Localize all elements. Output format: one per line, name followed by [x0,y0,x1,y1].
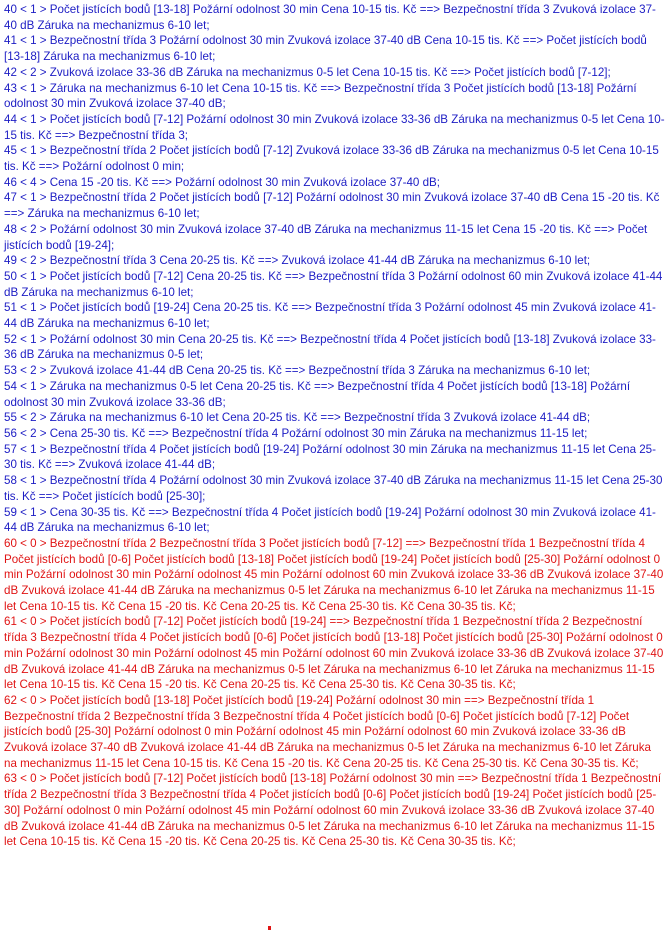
rule-line: 55 < 2 > Záruka na mechanizmus 6-10 let Cena 20-25 tis. Kč ==> Bezpečnostní třída 3 Zvuková izolace 41-44 dB; [4,411,591,425]
rule-line: 46 < 4 > Cena 15 -20 tis. Kč ==> Požární odolnost 30 min Zvuková izolace 37-40 dB; [4,175,440,189]
rule-line: 50 < 1 > Počet jistících bodů [7-12] Cena 20-25 tis. Kč ==> Bezpečnostní třída 3 Požární odolnost 60 min Zvuková izolace 41-44 dB Záruka na mechanizmus 6-10 let; [4,269,663,299]
rule-line: 54 < 1 > Záruka na mechanizmus 0-5 let Cena 20-25 tis. Kč ==> Bezpečnostní třída 4 Počet jistících bodů [13-18] Požární odolnost 30 min Zvuková izolace 33-36 dB; [4,379,631,409]
rule-line: 56 < 2 > Cena 25-30 tis. Kč ==> Bezpečnostní třída 4 Požární odolnost 30 min Záruka na mechanizmus 11-15 let; [4,426,588,440]
rule-line: 52 < 1 > Požární odolnost 30 min Cena 20-25 tis. Kč ==> Bezpečnostní třída 4 Počet jistících bodů [13-18] Zvuková izolace 33-36 dB Záruka na mechanizmus 0-5 let; [4,332,656,362]
rule-line: 57 < 1 > Bezpečnostní třída 4 Počet jistících bodů [19-24] Požární odolnost 30 min Záruka na mechanizmus 11-15 let Cena 25-30 tis. Kč ==> Zvuková izolace 41-44 dB; [4,442,656,472]
rule-line: 44 < 1 > Počet jistících bodů [7-12] Požární odolnost 30 min Zvuková izolace 33-36 dB Záruka na mechanizmus 0-5 let Cena 10-15 tis. Kč ==> Bezpečnostní třída 3; [4,112,665,142]
rules-list [4,2,666,850]
rule-line: 58 < 1 > Bezpečnostní třída 4 Požární odolnost 30 min Zvuková izolace 37-40 dB Záruka na mechanizmus 11-15 let Cena 25-30 tis. Kč ==> Počet jistících bodů [25-30]; [4,474,663,503]
rule-line: 60 < 0 > Bezpečnostní třída 2 Bezpečnostní třída 3 Počet jistících bodů [7-12] ==> Bezpečnostní třída 1 Bezpečnostní třída 4 Počet jistících bodů [0-6] Počet jistících bodů [13-18] Počet jistících bodů [19-24] Počet jistících bodů [25-30] Požární odolnost 0 min Požární odolnost 30 min Požární odolnost 45 min Požární odolnost 60 min Zvuková izolace 33-36 dB Zvuková izolace 37-40 dB Zvuková izolace 41-44 dB Záruka na mechanizmus 0-5 let Záruka na mechanizmus 6-10 let Záruka na mechanizmus 11-15 let Cena 10-15 tis. Kč Cena 15 -20 tis. Kč Cena 20-25 tis. Kč Cena 25-30 tis. Kč Cena 30-35 tis. Kč; [4,536,664,613]
rule-line: 41 < 1 > Bezpečnostní třída 3 Požární odolnost 30 min Zvuková izolace 37-40 dB Cena 10-15 tis. Kč ==> Počet jistících bodů [13-18] Záruka na mechanizmus 6-10 let; [4,34,647,64]
rule-line: 48 < 2 > Požární odolnost 30 min Zvuková izolace 37-40 dB Záruka na mechanizmus 11-15 let Cena 15 -20 tis. Kč ==> Počet jistících bodů [19-24]; [4,222,648,252]
rule-line: 45 < 1 > Bezpečnostní třída 2 Počet jistících bodů [7-12] Zvuková izolace 33-36 dB Záruka na mechanizmus 0-5 let Cena 10-15 tis. Kč ==> Požární odolnost 0 min; [4,144,659,174]
rule-line: 49 < 2 > Bezpečnostní třída 3 Cena 20-25 tis. Kč ==> Zvuková izolace 41-44 dB Záruka na mechanizmus 6-10 let; [4,254,591,268]
rule-line: 53 < 2 > Zvuková izolace 41-44 dB Cena 20-25 tis. Kč ==> Bezpečnostní třída 3 Záruka na mechanizmus 6-10 let; [4,364,591,378]
rule-line: 59 < 1 > Cena 30-35 tis. Kč ==> Bezpečnostní třída 4 Počet jistících bodů [19-24] Požární odolnost 30 min Zvuková izolace 41-44 dB Záruka na mechanizmus 6-10 let; [4,505,656,535]
rule-line: 51 < 1 > Počet jistících bodů [19-24] Cena 20-25 tis. Kč ==> Bezpečnostní třída 3 Požární odolnost 45 min Zvuková izolace 41-44 dB Záruka na mechanizmus 6-10 let; [4,301,656,331]
rule-line: 42 < 2 > Zvuková izolace 33-36 dB Záruka na mechanizmus 0-5 let Cena 10-15 tis. Kč ==> Počet jistících bodů [7-12]; [4,65,611,79]
rule-line: 62 < 0 > Počet jistících bodů [13-18] Počet jistících bodů [19-24] Požární odolnost 30 min ==> Bezpečnostní třída 1 Bezpečnostní třída 2 Bezpečnostní třída 3 Bezpečnostní třída 4 Počet jistících bodů [0-6] Počet jistících bodů [7-12] Počet jistících bodů [25-30] Požární odolnost 0 min Požární odolnost 45 min Požární odolnost 60 min Zvuková izolace 33-36 dB Zvuková izolace 37-40 dB Zvuková izolace 41-44 dB Záruka na mechanizmus 0-5 let Záruka na mechanizmus 6-10 let Záruka na mechanizmus 11-15 let Cena 10-15 tis. Kč Cena 15 -20 tis. Kč Cena 20-25 tis. Kč Cena 25-30 tis. Kč Cena 30-35 tis. Kč; [4,693,651,770]
rule-line: 61 < 0 > Počet jistících bodů [7-12] Počet jistících bodů [19-24] ==> Bezpečnostní třída 1 Bezpečnostní třída 2 Bezpečnostní třída 3 Bezpečnostní třída 4 Počet jistících bodů [0-6] Počet jistících bodů [13-18] Počet jistících bodů [25-30] Požární odolnost 0 min Požární odolnost 30 min Požární odolnost 45 min Požární odolnost 60 min Zvuková izolace 33-36 dB Zvuková izolace 37-40 dB Zvuková izolace 41-44 dB Záruka na mechanizmus 0-5 let Záruka na mechanizmus 6-10 let Záruka na mechanizmus 11-15 let Cena 10-15 tis. Kč Cena 15 -20 tis. Kč Cena 20-25 tis. Kč Cena 25-30 tis. Kč Cena 30-35 tis. Kč; [4,615,664,692]
rule-line: 43 < 1 > Záruka na mechanizmus 6-10 let Cena 10-15 tis. Kč ==> Bezpečnostní třída 3 Počet jistících bodů [13-18] Požární odolnost 30 min Zvuková izolace 37-40 dB; [4,81,637,111]
rule-line: 40 < 1 > Počet jistících bodů [13-18] Požární odolnost 30 min Cena 10-15 tis. Kč ==> Bezpečnostní třída 3 Zvuková izolace 37-40 dB Záruka na mechanizmus 6-10 let; [4,3,656,32]
next-line-fragment [268,926,271,930]
rule-line: 63 < 0 > Počet jistících bodů [7-12] Počet jistících bodů [13-18] Požární odolnost 30 min ==> Bezpečnostní třída 1 Bezpečnostní třída 2 Bezpečnostní třída 3 Bezpečnostní třída 4 Počet jistících bodů [0-6] Počet jistících bodů [19-24] Počet jistících bodů [25-30] Požární odolnost 0 min Požární odolnost 45 min Požární odolnost 60 min Zvuková izolace 33-36 dB Zvuková izolace 37-40 dB Zvuková izolace 41-44 dB Záruka na mechanizmus 0-5 let Záruka na mechanizmus 6-10 let Záruka na mechanizmus 11-15 let Cena 10-15 tis. Kč Cena 15 -20 tis. Kč Cena 20-25 tis. Kč Cena 25-30 tis. Kč Cena 30-35 tis. Kč; [4,772,662,849]
rule-line: 47 < 1 > Bezpečnostní třída 2 Počet jistících bodů [7-12] Požární odolnost 30 min Zvuková izolace 37-40 dB Cena 15 -20 tis. Kč ==> Záruka na mechanizmus 6-10 let; [4,191,660,221]
